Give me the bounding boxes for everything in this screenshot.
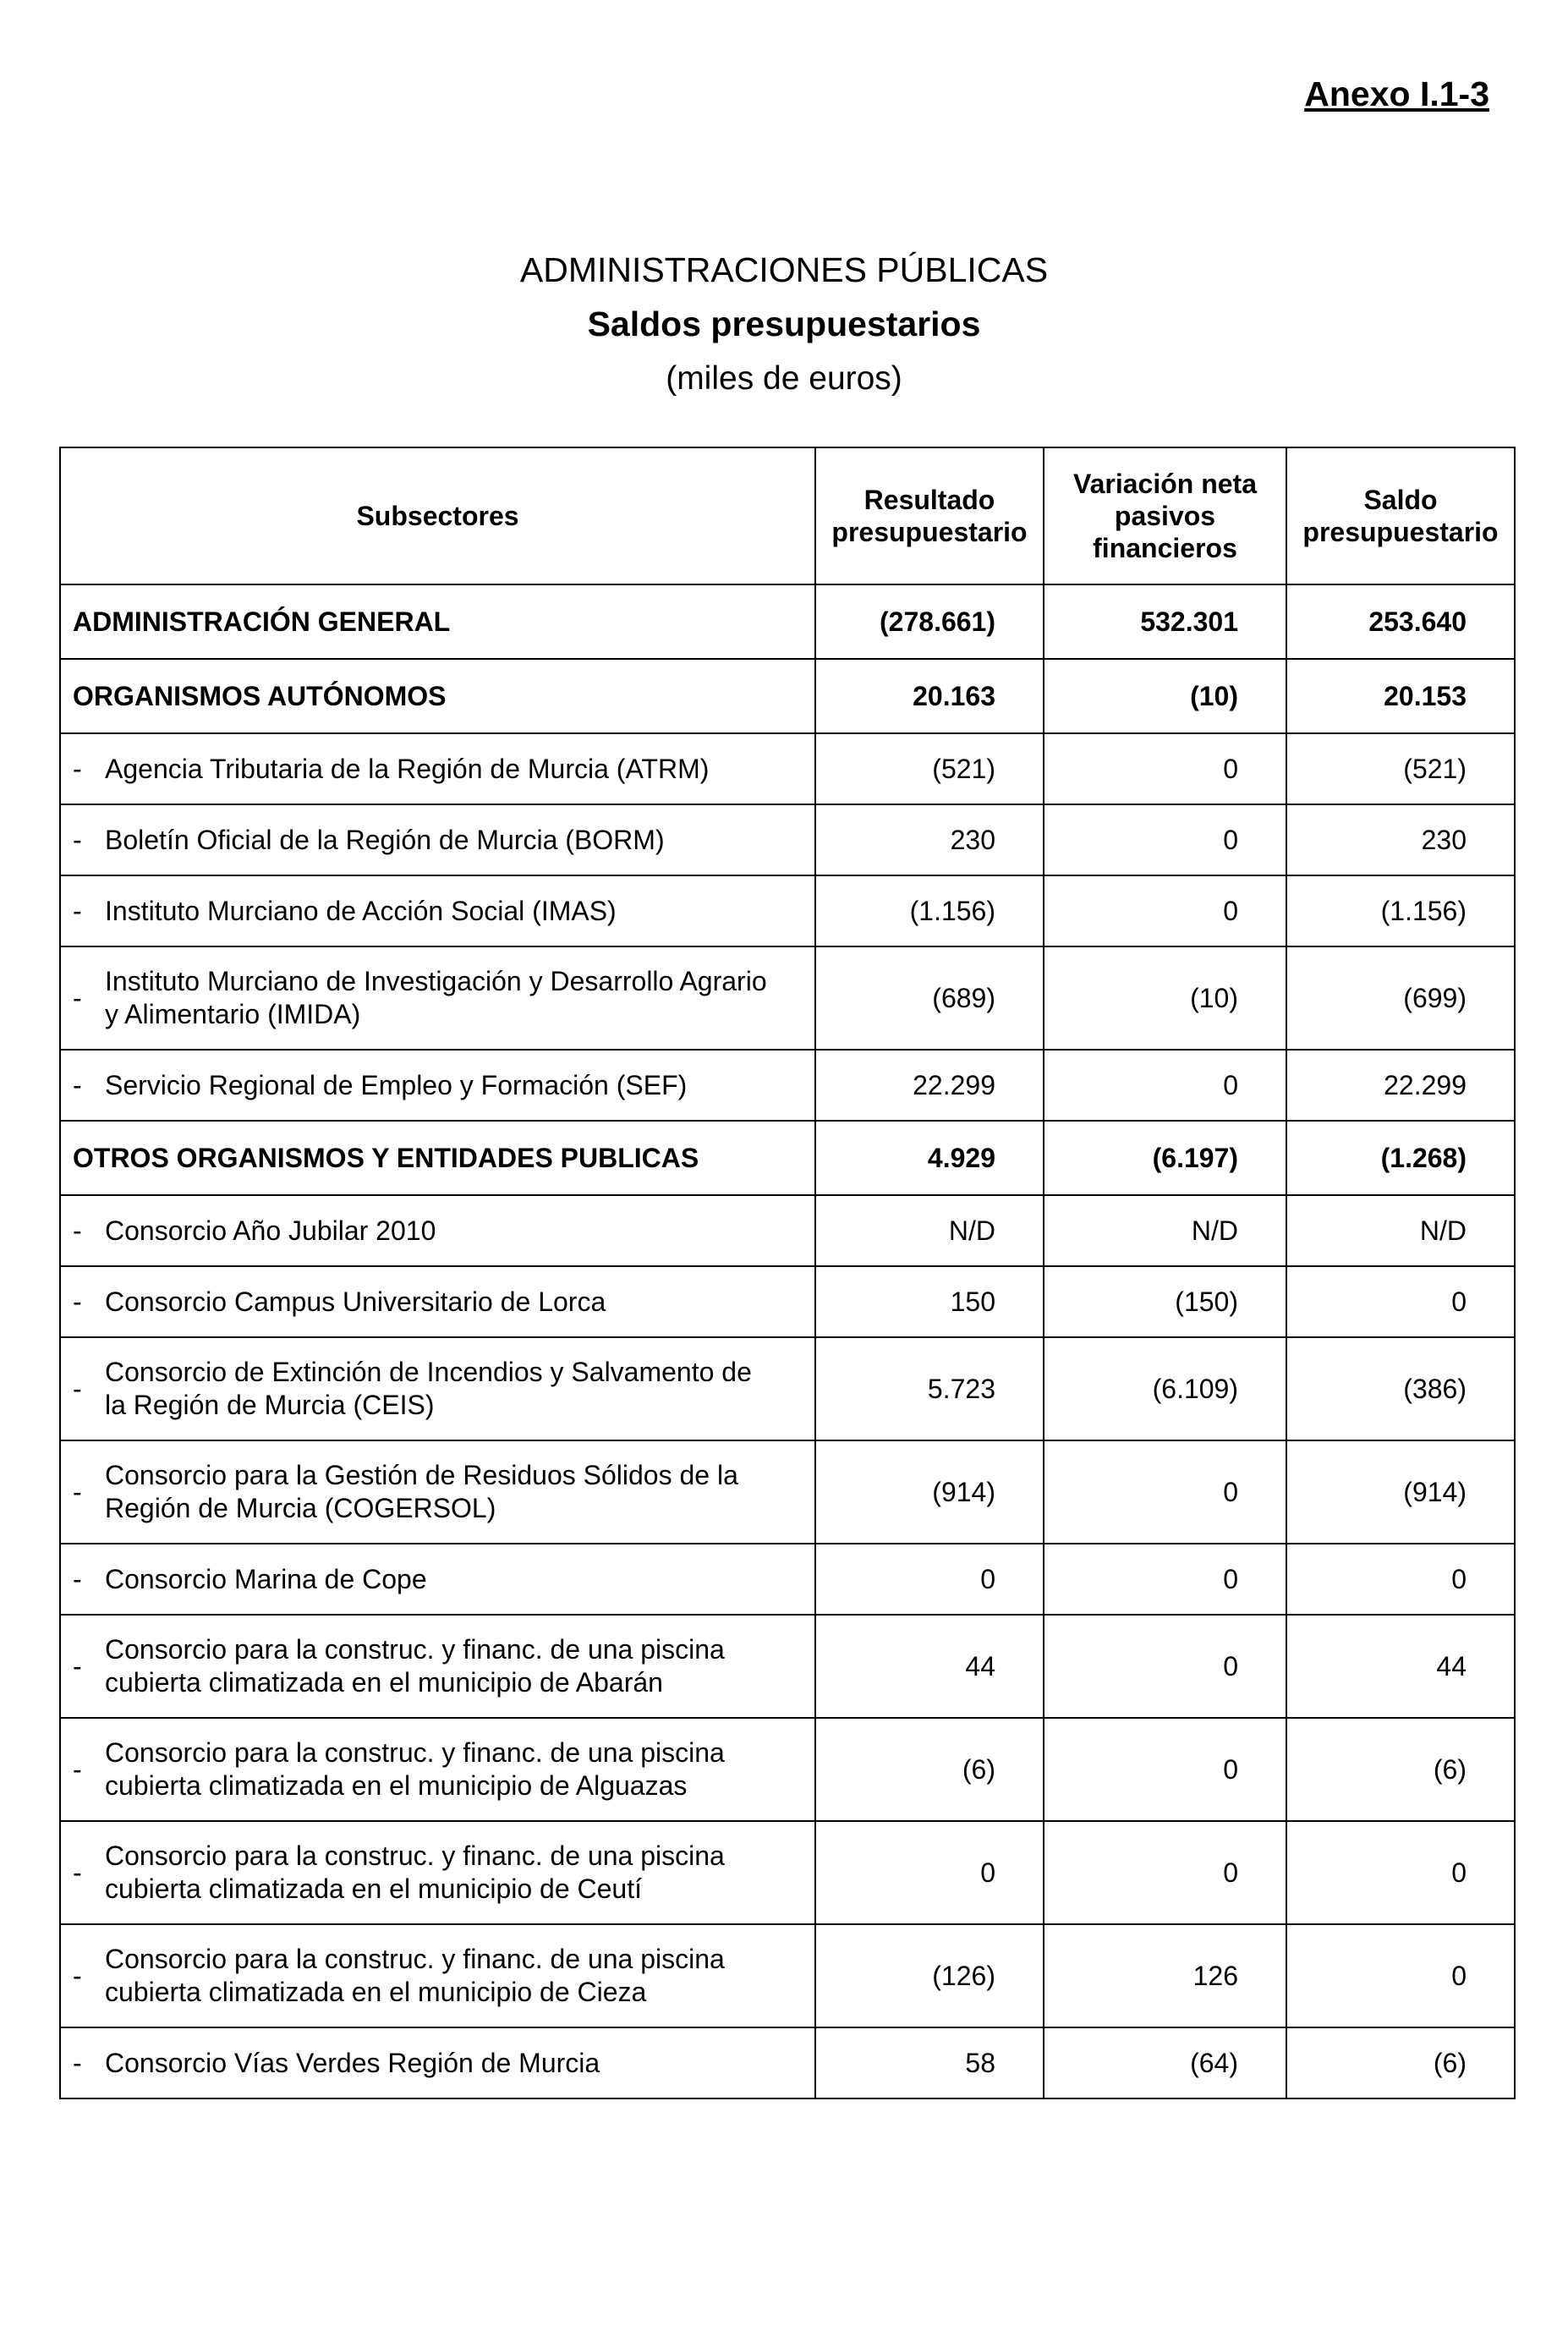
row-label-cell bbox=[60, 804, 815, 875]
table-header bbox=[60, 447, 1515, 584]
row-label-line2: la Región de Murcia (CEIS) bbox=[105, 1390, 435, 1420]
row-label: Servicio Regional de Empleo y Formación (SEF) bbox=[105, 1069, 688, 1100]
table-row bbox=[60, 1718, 1515, 1821]
cell-variacion: (10) bbox=[1044, 659, 1286, 733]
table-row-otros-organismos bbox=[60, 1121, 1515, 1195]
row-label: Consorcio Campus Universitario de Lorca bbox=[105, 1286, 606, 1317]
row-label-line2: cubierta climatizada en el municipio de Alguazas bbox=[105, 1770, 688, 1801]
table-row bbox=[60, 875, 1515, 946]
cell-saldo: 0 bbox=[1286, 1924, 1515, 2027]
row-label-line2: Región de Murcia (COGERSOL) bbox=[105, 1493, 496, 1523]
cell-variacion: 0 bbox=[1044, 733, 1286, 804]
row-dash: - bbox=[73, 895, 82, 926]
header-row bbox=[60, 447, 1515, 584]
row-label: ORGANISMOS AUTÓNOMOS bbox=[60, 659, 815, 733]
row-label-line2: cubierta climatizada en el municipio de Ceutí bbox=[105, 1873, 642, 1904]
cell-saldo: 0 bbox=[1286, 1821, 1515, 1924]
row-label-cell bbox=[60, 1924, 815, 2027]
cell-saldo: (699) bbox=[1286, 946, 1515, 1050]
cell-resultado: (1.156) bbox=[815, 875, 1044, 946]
cell-saldo: 20.153 bbox=[1286, 659, 1515, 733]
cell-resultado: (521) bbox=[815, 733, 1044, 804]
table-row-administracion-general bbox=[60, 584, 1515, 659]
cell-variacion: 0 bbox=[1044, 804, 1286, 875]
row-dash: - bbox=[73, 1373, 82, 1404]
table-row bbox=[60, 1440, 1515, 1544]
row-label-cell bbox=[60, 1440, 815, 1544]
cell-variacion: 0 bbox=[1044, 1718, 1286, 1821]
cell-saldo: 22.299 bbox=[1286, 1050, 1515, 1121]
row-dash: - bbox=[73, 2047, 82, 2078]
row-label-line1: Consorcio para la Gestión de Residuos Sólidos de la bbox=[105, 1460, 738, 1490]
cell-variacion: 0 bbox=[1044, 1544, 1286, 1615]
cell-variacion: 0 bbox=[1044, 875, 1286, 946]
header-subsectores: Subsectores bbox=[60, 447, 815, 584]
table-body bbox=[60, 584, 1515, 2098]
row-label-cell bbox=[60, 946, 815, 1050]
cell-resultado: (689) bbox=[815, 946, 1044, 1050]
cell-resultado: (6) bbox=[815, 1718, 1044, 1821]
cell-resultado: 150 bbox=[815, 1266, 1044, 1337]
page-subtitle: Saldos presupuestarios bbox=[587, 304, 981, 343]
header-saldo: Saldo presupuestario bbox=[1286, 447, 1515, 584]
header-variacion: Variación neta pasivos financieros bbox=[1044, 447, 1286, 584]
row-label-line2: cubierta climatizada en el municipio de Abarán bbox=[105, 1667, 663, 1698]
cell-saldo: 0 bbox=[1286, 1266, 1515, 1337]
row-dash: - bbox=[73, 753, 82, 784]
row-label-line1: Consorcio para la construc. y financ. de una piscina bbox=[105, 1944, 725, 1974]
row-dash: - bbox=[73, 1215, 82, 1246]
row-label: Boletín Oficial de la Región de Murcia (BORM) bbox=[105, 824, 665, 855]
cell-variacion: (6.197) bbox=[1044, 1121, 1286, 1195]
header-resultado: Resultado presupuestario bbox=[815, 447, 1044, 584]
cell-resultado: 22.299 bbox=[815, 1050, 1044, 1121]
row-label: Instituto Murciano de Acción Social (IMAS) bbox=[105, 895, 617, 926]
row-label-line1: Consorcio para la construc. y financ. de una piscina bbox=[105, 1841, 725, 1871]
cell-saldo: 253.640 bbox=[1286, 584, 1515, 659]
page-title: ADMINISTRACIONES PÚBLICAS bbox=[519, 250, 1049, 289]
cell-saldo: (1.268) bbox=[1286, 1121, 1515, 1195]
table-row bbox=[60, 1266, 1515, 1337]
cell-resultado: 20.163 bbox=[815, 659, 1044, 733]
annex-label: Anexo I.1-3 bbox=[1304, 74, 1489, 113]
cell-variacion: 0 bbox=[1044, 1440, 1286, 1544]
row-dash: - bbox=[73, 1650, 82, 1681]
cell-saldo: 0 bbox=[1286, 1544, 1515, 1615]
cell-resultado: 0 bbox=[815, 1544, 1044, 1615]
cell-saldo: (521) bbox=[1286, 733, 1515, 804]
table-row bbox=[60, 1050, 1515, 1121]
table-row bbox=[60, 1544, 1515, 1615]
cell-resultado: (278.661) bbox=[815, 584, 1044, 659]
row-dash: - bbox=[73, 1476, 82, 1507]
row-label-line1: Consorcio para la construc. y financ. de una piscina bbox=[105, 1737, 725, 1768]
row-label-cell bbox=[60, 1718, 815, 1821]
row-dash: - bbox=[73, 1753, 82, 1785]
row-label-cell bbox=[60, 2027, 815, 2098]
cell-variacion: (10) bbox=[1044, 946, 1286, 1050]
cell-saldo: (914) bbox=[1286, 1440, 1515, 1544]
row-label-line1: Consorcio de Extinción de Incendios y Salvamento de bbox=[105, 1357, 752, 1387]
row-label-line2: cubierta climatizada en el municipio de Cieza bbox=[105, 1977, 647, 2007]
row-label-cell bbox=[60, 1544, 815, 1615]
cell-variacion: (150) bbox=[1044, 1266, 1286, 1337]
row-label-cell bbox=[60, 1266, 815, 1337]
row-label-line1: Instituto Murciano de Investigación y Desarrollo Agrario bbox=[105, 966, 767, 996]
row-label: Agencia Tributaria de la Región de Murcia (ATRM) bbox=[105, 753, 710, 784]
table-row bbox=[60, 946, 1515, 1050]
row-dash: - bbox=[73, 1960, 82, 1991]
cell-variacion: (6.109) bbox=[1044, 1337, 1286, 1440]
row-dash: - bbox=[73, 1286, 82, 1317]
row-label-cell bbox=[60, 1615, 815, 1718]
table-row bbox=[60, 1337, 1515, 1440]
cell-variacion: 532.301 bbox=[1044, 584, 1286, 659]
cell-resultado: 44 bbox=[815, 1615, 1044, 1718]
row-label: OTROS ORGANISMOS Y ENTIDADES PUBLICAS bbox=[60, 1121, 815, 1195]
cell-resultado: (126) bbox=[815, 1924, 1044, 2027]
table-row bbox=[60, 1924, 1515, 2027]
row-label-cell bbox=[60, 1195, 815, 1266]
cell-resultado: (914) bbox=[815, 1440, 1044, 1544]
row-label-cell bbox=[60, 1050, 815, 1121]
row-label-cell bbox=[60, 1821, 815, 1924]
row-dash: - bbox=[73, 982, 82, 1013]
cell-resultado: 58 bbox=[815, 2027, 1044, 2098]
cell-variacion: 126 bbox=[1044, 1924, 1286, 2027]
cell-resultado: 0 bbox=[815, 1821, 1044, 1924]
row-label-cell bbox=[60, 1337, 815, 1440]
row-label: Consorcio Marina de Cope bbox=[105, 1563, 427, 1594]
cell-variacion: 0 bbox=[1044, 1821, 1286, 1924]
cell-resultado: 230 bbox=[815, 804, 1044, 875]
cell-saldo: (1.156) bbox=[1286, 875, 1515, 946]
row-label: Consorcio Vías Verdes Región de Murcia bbox=[105, 2047, 600, 2078]
cell-saldo: (6) bbox=[1286, 1718, 1515, 1821]
row-label: ADMINISTRACIÓN GENERAL bbox=[60, 584, 815, 659]
cell-saldo: (6) bbox=[1286, 2027, 1515, 2098]
row-label-line2: y Alimentario (IMIDA) bbox=[105, 999, 361, 1029]
saldos-table bbox=[59, 447, 1516, 2099]
table-row bbox=[60, 1615, 1515, 1718]
row-dash: - bbox=[73, 1857, 82, 1888]
table-row bbox=[60, 1195, 1515, 1266]
row-dash: - bbox=[73, 1563, 82, 1594]
cell-resultado: N/D bbox=[815, 1195, 1044, 1266]
cell-variacion: 0 bbox=[1044, 1615, 1286, 1718]
row-label-cell bbox=[60, 875, 815, 946]
units-note: (miles de euros) bbox=[666, 360, 902, 397]
table-row bbox=[60, 804, 1515, 875]
cell-saldo: 230 bbox=[1286, 804, 1515, 875]
cell-resultado: 4.929 bbox=[815, 1121, 1044, 1195]
table-row-organismos-autonomos bbox=[60, 659, 1515, 733]
cell-saldo: (386) bbox=[1286, 1337, 1515, 1440]
row-dash: - bbox=[73, 824, 82, 855]
cell-variacion: 0 bbox=[1044, 1050, 1286, 1121]
row-label-cell bbox=[60, 733, 815, 804]
table-row bbox=[60, 733, 1515, 804]
table-row bbox=[60, 1821, 1515, 1924]
cell-resultado: 5.723 bbox=[815, 1337, 1044, 1440]
table-row bbox=[60, 2027, 1515, 2098]
row-label-line1: Consorcio para la construc. y financ. de una piscina bbox=[105, 1634, 725, 1665]
row-dash: - bbox=[73, 1069, 82, 1100]
cell-variacion: (64) bbox=[1044, 2027, 1286, 2098]
cell-saldo: 44 bbox=[1286, 1615, 1515, 1718]
cell-saldo: N/D bbox=[1286, 1195, 1515, 1266]
cell-variacion: N/D bbox=[1044, 1195, 1286, 1266]
row-label: Consorcio Año Jubilar 2010 bbox=[105, 1215, 436, 1246]
